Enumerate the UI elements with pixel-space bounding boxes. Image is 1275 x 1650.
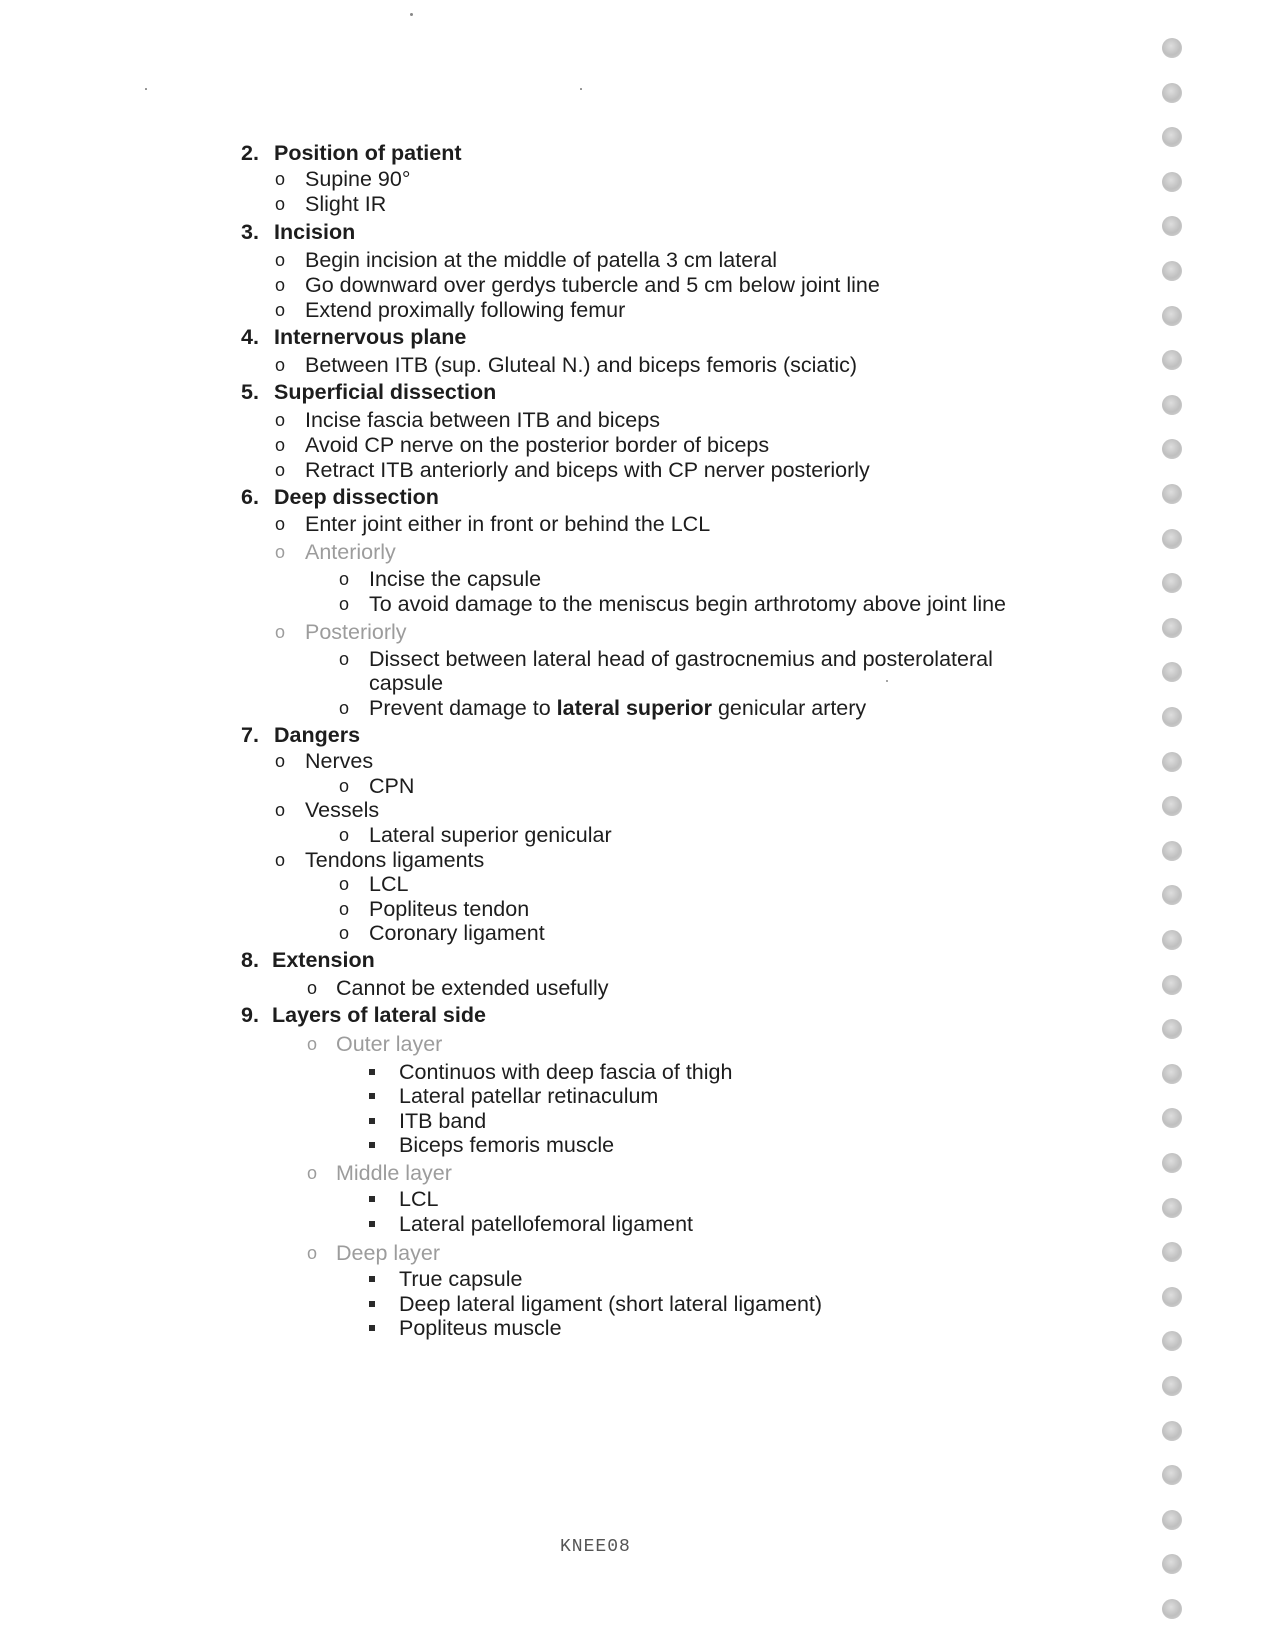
item-text: Posteriorly <box>305 620 407 644</box>
square-bullet-icon <box>362 1186 382 1212</box>
hollow-bullet-icon: o <box>274 410 285 430</box>
binder-hole-icon <box>1162 1064 1182 1084</box>
item-text: Continuos with deep fascia of thigh <box>399 1060 733 1084</box>
item-text: Incise the capsule <box>369 567 542 591</box>
hollow-bullet-icon: o <box>274 169 285 189</box>
binder-hole-icon <box>1162 1198 1182 1218</box>
binder-hole-icon <box>1162 1510 1182 1530</box>
hollow-bullet-icon: o <box>338 569 349 589</box>
item-text: ITB band <box>399 1109 487 1133</box>
item-text: Retract ITB anteriorly and biceps with CP nerver posteriorly <box>305 458 870 482</box>
section-number: 6. <box>241 485 259 509</box>
hollow-bullet-icon: o <box>274 800 285 820</box>
hollow-bullet-icon: o <box>274 514 285 534</box>
binder-hole-icon <box>1162 439 1182 459</box>
text-segment: genicular artery <box>712 696 867 720</box>
item-text: Middle layer <box>336 1161 452 1185</box>
binder-hole-icon <box>1162 662 1182 682</box>
bold-term: lateral superior <box>556 696 712 720</box>
square-bullet-icon <box>362 1211 382 1237</box>
binder-hole-icon <box>1162 1242 1182 1262</box>
binder-hole-icon <box>1162 1108 1182 1128</box>
item-text: Deep layer <box>336 1241 440 1265</box>
scan-speck <box>410 13 413 16</box>
item-text: Dissect between lateral head of gastrocnemius and posterolateral <box>369 647 993 671</box>
item-text: To avoid damage to the meniscus begin arthrotomy above joint line <box>369 592 1007 616</box>
hollow-bullet-icon: o <box>338 649 349 669</box>
item-text: Vessels <box>305 798 380 822</box>
item-text: Go downward over gerdys tubercle and 5 cm below joint line <box>305 273 880 297</box>
binder-hole-icon <box>1162 1465 1182 1485</box>
item-text: LCL <box>369 872 409 896</box>
section-number: 9. <box>241 1003 259 1027</box>
binder-hole-icon <box>1162 216 1182 236</box>
section-title: Dangers <box>274 723 361 747</box>
item-text: Lateral patellofemoral ligament <box>399 1212 693 1236</box>
hollow-bullet-icon: o <box>306 1163 317 1183</box>
hollow-bullet-icon: o <box>274 194 285 214</box>
binder-hole-icon <box>1162 707 1182 727</box>
square-bullet-icon <box>362 1132 382 1158</box>
binder-hole-icon <box>1162 752 1182 772</box>
binder-hole-icon <box>1162 1376 1182 1396</box>
binder-hole-icon <box>1162 83 1182 103</box>
item-text: CPN <box>369 774 415 798</box>
binder-hole-icon <box>1162 261 1182 281</box>
hollow-bullet-icon: o <box>306 1034 317 1054</box>
binder-hole-icon <box>1162 1153 1182 1173</box>
item-text: Enter joint either in front or behind the LCL <box>305 512 711 536</box>
section-title: Incision <box>274 220 356 244</box>
binder-hole-icon <box>1162 573 1182 593</box>
item-text: Lateral patellar retinaculum <box>399 1084 659 1108</box>
square-bullet-icon <box>362 1059 382 1085</box>
binder-hole-icon <box>1162 484 1182 504</box>
square-bullet-icon <box>362 1083 382 1109</box>
binder-hole-icon <box>1162 1554 1182 1574</box>
hollow-bullet-icon: o <box>274 355 285 375</box>
scan-speck <box>145 88 147 90</box>
item-text: Lateral superior genicular <box>369 823 612 847</box>
section-title: Position of patient <box>274 141 462 165</box>
page-footer: KNEE08 <box>560 1537 631 1557</box>
hollow-bullet-icon: o <box>338 874 349 894</box>
item-text: Incise fascia between ITB and biceps <box>305 408 660 432</box>
item-text: capsule <box>369 671 444 695</box>
hollow-bullet-icon: o <box>274 435 285 455</box>
binder-hole-icon <box>1162 172 1182 192</box>
binder-hole-icon <box>1162 127 1182 147</box>
section-number: 7. <box>241 723 259 747</box>
hollow-bullet-icon: o <box>338 698 349 718</box>
square-bullet-icon <box>362 1291 382 1317</box>
section-number: 2. <box>241 141 259 165</box>
square-bullet-icon <box>362 1108 382 1134</box>
hollow-bullet-icon: o <box>306 1243 317 1263</box>
item-text: Biceps femoris muscle <box>399 1133 615 1157</box>
hollow-bullet-icon: o <box>274 250 285 270</box>
item-text: Popliteus tendon <box>369 897 530 921</box>
hollow-bullet-icon: o <box>338 923 349 943</box>
hollow-bullet-icon: o <box>274 542 285 562</box>
hollow-bullet-icon: o <box>274 751 285 771</box>
item-text: True capsule <box>399 1267 523 1291</box>
binder-hole-icon <box>1162 1331 1182 1351</box>
binder-hole-icon <box>1162 1287 1182 1307</box>
hollow-bullet-icon: o <box>338 776 349 796</box>
binder-hole-icon <box>1162 618 1182 638</box>
hollow-bullet-icon: o <box>338 899 349 919</box>
item-text: Supine 90° <box>305 167 411 191</box>
item-text: Nerves <box>305 749 374 773</box>
item-text: Tendons ligaments <box>305 848 485 872</box>
binder-hole-icon <box>1162 975 1182 995</box>
section-title: Internervous plane <box>274 325 467 349</box>
binder-hole-icon <box>1162 841 1182 861</box>
section-title: Superficial dissection <box>274 380 497 404</box>
hollow-bullet-icon: o <box>338 594 349 614</box>
binder-hole-icon <box>1162 1019 1182 1039</box>
section-number: 4. <box>241 325 259 349</box>
item-text: Outer layer <box>336 1032 443 1056</box>
section-title: Deep dissection <box>274 485 439 509</box>
item-text: LCL <box>399 1187 439 1211</box>
binder-hole-icon <box>1162 796 1182 816</box>
item-text: Coronary ligament <box>369 921 545 945</box>
scan-speck <box>886 680 888 682</box>
item-text: Avoid CP nerve on the posterior border of biceps <box>305 433 770 457</box>
item-text: Cannot be extended usefully <box>336 976 609 1000</box>
item-text: Begin incision at the middle of patella 3 cm lateral <box>305 248 778 272</box>
binder-hole-icon <box>1162 930 1182 950</box>
section-title: Layers of lateral side <box>272 1003 486 1027</box>
binder-hole-icon <box>1162 885 1182 905</box>
text-segment: Prevent damage to <box>369 696 557 720</box>
hollow-bullet-icon: o <box>274 850 285 870</box>
binder-hole-icon <box>1162 38 1182 58</box>
square-bullet-icon <box>362 1266 382 1292</box>
binder-hole-icon <box>1162 395 1182 415</box>
hollow-bullet-icon: o <box>306 978 317 998</box>
hollow-bullet-icon: o <box>274 300 285 320</box>
section-number: 8. <box>241 948 259 972</box>
item-text: Deep lateral ligament (short lateral ligament) <box>399 1292 823 1316</box>
hollow-bullet-icon: o <box>274 460 285 480</box>
binder-hole-icon <box>1162 1599 1182 1619</box>
item-text: Extend proximally following femur <box>305 298 626 322</box>
item-text: Popliteus muscle <box>399 1316 562 1340</box>
binder-hole-icon <box>1162 350 1182 370</box>
hollow-bullet-icon: o <box>274 622 285 642</box>
item-text <box>369 695 866 721</box>
scan-speck <box>580 88 582 90</box>
item-text: Anteriorly <box>305 540 396 564</box>
section-title: Extension <box>272 948 375 972</box>
square-bullet-icon <box>362 1315 382 1341</box>
section-number: 5. <box>241 380 259 404</box>
hollow-bullet-icon: o <box>338 825 349 845</box>
section-number: 3. <box>241 220 259 244</box>
binder-hole-icon <box>1162 1421 1182 1441</box>
binder-holes <box>1148 0 1208 1650</box>
item-text: Slight IR <box>305 192 387 216</box>
item-text: Between ITB (sup. Gluteal N.) and biceps femoris (sciatic) <box>305 353 858 377</box>
binder-hole-icon <box>1162 529 1182 549</box>
binder-hole-icon <box>1162 306 1182 326</box>
hollow-bullet-icon: o <box>274 275 285 295</box>
